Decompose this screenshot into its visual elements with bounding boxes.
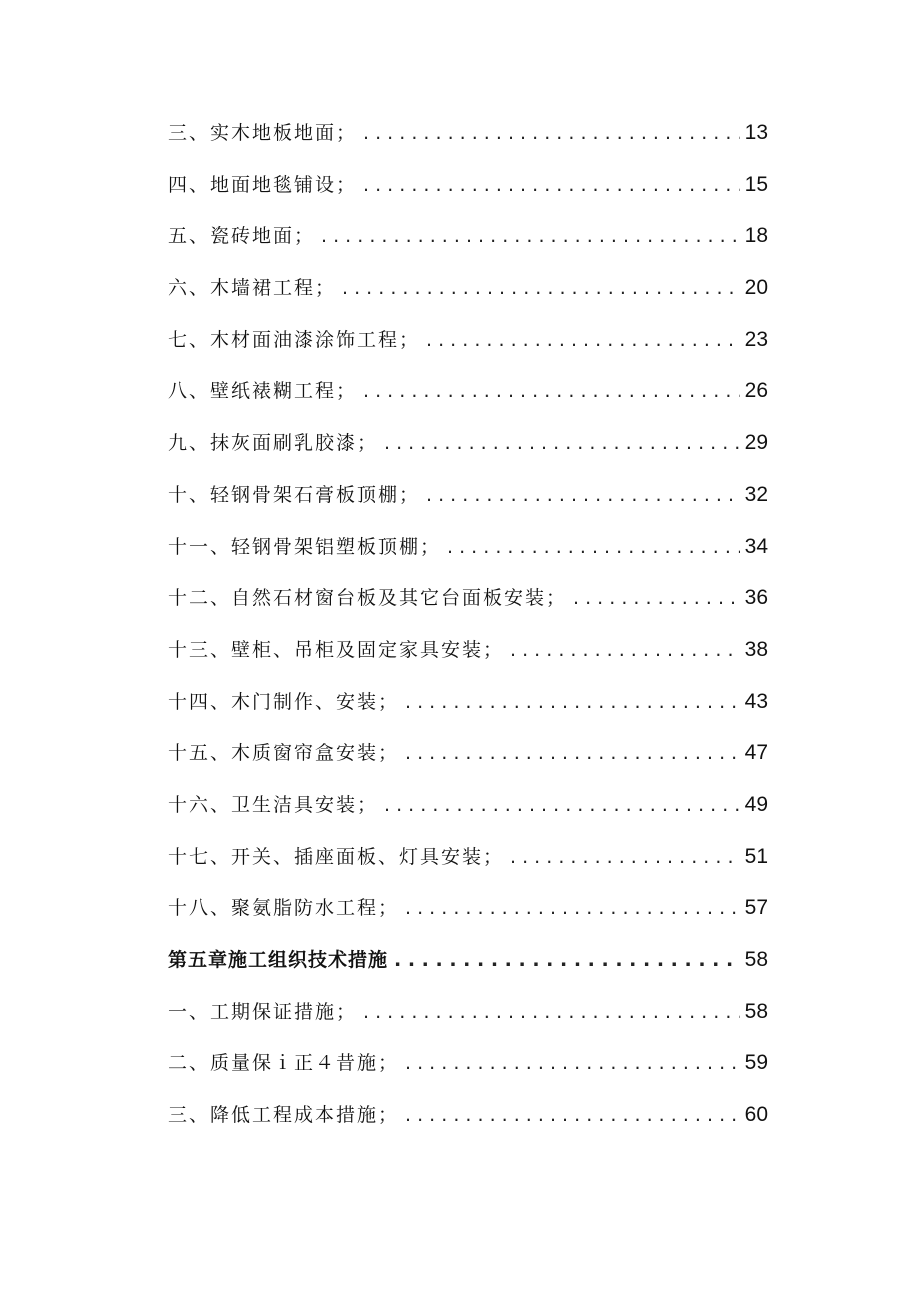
toc-dot-leader [363,992,740,1032]
toc-page-number: 49 [744,792,768,816]
toc-page-number: 23 [744,327,768,351]
toc-page-number: 18 [744,224,768,248]
toc-entry-title: 七、木材面油漆涂饰工程； [168,328,421,351]
toc-dot-leader [405,1043,740,1083]
toc-entry[interactable] [168,527,768,579]
toc-entry[interactable] [168,371,768,423]
toc-dot-leader [426,320,740,360]
toc-entry[interactable] [168,1043,768,1095]
toc-entry-title: 六、木墙裙工程； [168,277,337,300]
toc-dot-leader [363,165,740,205]
toc-entry[interactable] [168,992,768,1044]
toc-dot-leader [394,940,740,980]
toc-entry[interactable] [168,165,768,217]
toc-entry-title: 第五章施工组织技术措施 [168,949,389,971]
toc-dot-leader [573,578,740,618]
toc-dot-leader [510,630,740,670]
toc-entry[interactable] [168,888,768,940]
toc-entry-title: 五、瓷砖地面； [168,225,316,248]
toc-page-number: 13 [744,121,768,144]
toc-page-number: 34 [744,534,768,558]
toc-dot-leader [363,371,740,411]
toc-entry-title: 二、质量保ｉ正４昔施； [168,1052,400,1075]
toc-entry-title: 三、实木地板地面； [168,122,358,144]
toc-page-number: 29 [744,431,768,455]
toc-page-number: 26 [744,379,768,403]
toc-dot-leader [384,423,740,463]
toc-page-number: 58 [744,948,768,971]
toc-entry[interactable] [168,1095,768,1147]
toc-dot-leader [363,113,740,153]
toc-page-number: 43 [744,689,768,713]
toc-entry-title: 十四、木门制作、安装； [168,690,400,713]
toc-entry[interactable] [168,733,768,785]
toc-page-number: 51 [744,844,768,868]
toc-entry-title: 十八、聚氨脂防水工程； [168,897,400,920]
toc-entry-title: 十七、开关、插座面板、灯具安装； [168,845,505,868]
toc-entry[interactable] [168,113,768,165]
toc-dot-leader [510,837,740,877]
toc-entry[interactable] [168,475,768,527]
toc-page-number: 59 [744,1051,768,1075]
toc-entry[interactable] [168,785,768,837]
toc-entry[interactable] [168,216,768,268]
toc-entry-title: 十一、轻钢骨架铝塑板顶棚； [168,535,442,558]
toc-entry-title: 十、轻钢骨架石膏板顶棚； [168,483,421,506]
toc-page-number: 32 [744,482,768,506]
toc-dot-leader [426,475,740,515]
toc-page-number: 57 [744,896,768,920]
toc-dot-leader [342,268,740,308]
toc-entry-title: 十五、木质窗帘盒安装； [168,742,400,765]
toc-entry-title: 一、工期保证措施； [168,1000,358,1023]
toc-page-number: 60 [744,1103,768,1127]
toc-entry[interactable] [168,682,768,734]
toc-entry-title: 三、降低工程成本措施； [168,1104,400,1127]
toc-dot-leader [384,785,740,825]
toc-entry[interactable] [168,268,768,320]
toc-entry-title: 九、抹灰面刷乳胶漆； [168,432,379,455]
toc-page-number: 47 [744,741,768,765]
toc-entry[interactable] [168,630,768,682]
toc-dot-leader [405,888,740,928]
toc-entry[interactable] [168,423,768,475]
toc-dot-leader [447,527,740,567]
toc-page-number: 20 [744,276,768,300]
toc-entry-title: 八、壁纸裱糊工程； [168,380,358,403]
toc-page-number: 15 [744,172,768,196]
toc-page-number: 36 [744,586,768,610]
toc-dot-leader [405,682,740,722]
toc-chapter-heading[interactable] [168,940,768,992]
table-of-contents [168,113,768,1147]
toc-entry[interactable] [168,320,768,372]
toc-entry-title: 十二、自然石材窗台板及其它台面板安装； [168,587,568,610]
toc-page-number: 58 [744,999,768,1023]
toc-page-number: 38 [744,637,768,661]
toc-entry-title: 四、地面地毯铺设； [168,173,358,196]
toc-dot-leader [405,733,740,773]
toc-entry-title: 十六、卫生洁具安装； [168,793,379,816]
toc-entry[interactable] [168,837,768,889]
toc-dot-leader [405,1095,740,1135]
toc-dot-leader [321,216,740,256]
toc-entry-title: 十三、壁柜、吊柜及固定家具安装； [168,638,505,661]
toc-entry[interactable] [168,578,768,630]
